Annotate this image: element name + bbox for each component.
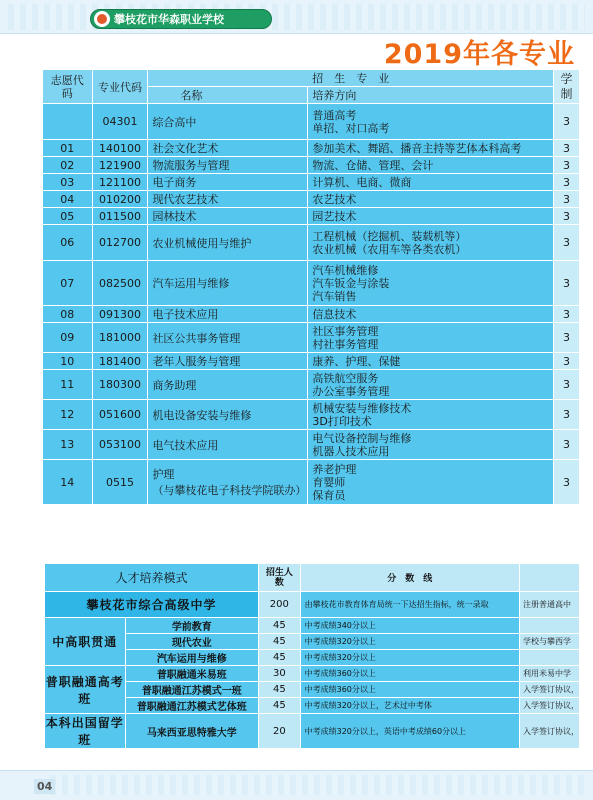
major-row <box>43 323 580 353</box>
major-code: 140100 <box>92 140 148 157</box>
direction-line: 3D打印技术 <box>312 414 372 428</box>
direction-line: 信息技术 <box>312 307 357 321</box>
direction-line: 社区事务管理 <box>312 324 379 338</box>
mode-row <box>45 650 580 666</box>
major-code: 04301 <box>92 104 148 140</box>
direction-line: 保育员 <box>312 488 346 502</box>
major-name <box>148 140 308 157</box>
mode-subitem: 普职融通米易班 <box>125 666 258 682</box>
major-row <box>43 306 580 323</box>
years: 3 <box>554 104 580 140</box>
years: 3 <box>554 225 580 261</box>
training-direction <box>308 140 554 157</box>
mode-note <box>519 618 579 634</box>
major-name <box>148 104 308 140</box>
major-row <box>43 157 580 174</box>
volunteer-code: 11 <box>43 370 93 400</box>
major-name <box>148 157 308 174</box>
mode-note: 学校与攀西学 <box>519 634 579 650</box>
major-name-text: 机电设备安装与维修 <box>152 408 252 422</box>
volunteer-code: 07 <box>43 261 93 306</box>
direction-line: 办公室事务管理 <box>312 384 390 398</box>
mode-row <box>45 666 580 682</box>
school-emblem-icon <box>94 11 110 27</box>
direction-line: 汽车机械维修 <box>312 263 379 277</box>
mode-note <box>519 650 579 666</box>
major-name <box>148 225 308 261</box>
mode-title: 中高职贯通 <box>45 618 126 666</box>
major-code: 121100 <box>92 174 148 191</box>
mode-title: 攀枝花市综合高级中学 <box>45 592 259 618</box>
training-direction <box>308 157 554 174</box>
training-direction <box>308 191 554 208</box>
score-line: 由攀枝花市教育体育局统一下达招生指标，统一录取 <box>300 592 519 618</box>
volunteer-code: 01 <box>43 140 93 157</box>
years: 3 <box>554 353 580 370</box>
major-row <box>43 460 580 505</box>
header-volunteer-code: 志愿代码 <box>43 70 93 104</box>
direction-line: 村社事务管理 <box>312 337 379 351</box>
mode-title: 普职融通高考班 <box>45 666 126 714</box>
major-name-text: 电子商务 <box>152 176 197 189</box>
major-name-text: 电子技术应用 <box>152 308 219 321</box>
enroll-count: 20 <box>259 714 301 749</box>
mode-subitem: 普职融通江苏模式艺体班 <box>125 698 258 714</box>
direction-line: 育婴师 <box>312 475 346 489</box>
volunteer-code: 03 <box>43 174 93 191</box>
header-score-line: 分 数 线 <box>300 564 519 592</box>
major-name-text: 老年人服务与管理 <box>152 355 241 368</box>
direction-line: 养老护理 <box>312 462 357 476</box>
major-code: 091300 <box>92 306 148 323</box>
direction-line: 高铁航空服务 <box>312 371 379 385</box>
score-line: 中考成绩340分以上 <box>300 618 519 634</box>
direction-line: 单招、对口高考 <box>312 121 390 135</box>
volunteer-code: 12 <box>43 400 93 430</box>
years: 3 <box>554 191 580 208</box>
years: 3 <box>554 430 580 460</box>
header-training-mode: 人才培养模式 <box>45 564 259 592</box>
major-name-text: 社区公共事务管理 <box>152 331 241 345</box>
major-code: 011500 <box>92 208 148 225</box>
major-name <box>148 306 308 323</box>
bottom-pattern <box>50 775 585 795</box>
volunteer-code: 02 <box>43 157 93 174</box>
major-code: 010200 <box>92 191 148 208</box>
direction-line: 汽车钣金与涂装 <box>312 276 390 290</box>
training-direction <box>308 104 554 140</box>
training-direction <box>308 208 554 225</box>
major-code: 053100 <box>92 430 148 460</box>
major-name-text: 综合高中 <box>152 115 197 129</box>
major-code: 051600 <box>92 400 148 430</box>
major-row <box>43 353 580 370</box>
major-name <box>148 430 308 460</box>
enroll-count: 45 <box>259 650 301 666</box>
direction-line: 机器人技术应用 <box>312 444 390 458</box>
direction-line: 电气设备控制与维修 <box>312 431 412 445</box>
major-name-text: 物流服务与管理 <box>152 159 230 172</box>
enroll-count: 45 <box>259 682 301 698</box>
training-direction <box>308 306 554 323</box>
major-code: 0515 <box>92 460 148 505</box>
years: 3 <box>554 157 580 174</box>
major-code: 121900 <box>92 157 148 174</box>
major-name <box>148 370 308 400</box>
bottom-decorative-band <box>0 770 593 800</box>
major-name-text: 社会文化艺术 <box>152 142 219 155</box>
school-name: 攀枝花市华森职业学校 <box>114 13 224 26</box>
header-major-code: 专业代码 <box>92 70 148 104</box>
mode-subitem: 普职融通江苏模式一班 <box>125 682 258 698</box>
training-direction <box>308 261 554 306</box>
training-direction <box>308 430 554 460</box>
direction-line: 物流、仓储、管理、会计 <box>312 158 434 172</box>
years: 3 <box>554 460 580 505</box>
years: 3 <box>554 400 580 430</box>
school-logo-badge <box>90 9 272 29</box>
direction-line: 汽车销售 <box>312 289 357 303</box>
major-name <box>148 460 308 505</box>
direction-line: 参加美术、舞蹈、播音主持等艺体本科高考 <box>312 141 522 155</box>
direction-line: 普通高考 <box>312 108 357 122</box>
header-name: 名称 <box>148 87 308 104</box>
score-line: 中考成绩360分以上 <box>300 666 519 682</box>
majors-table <box>42 69 580 505</box>
header-enroll-major: 招 生 专 业 <box>148 70 554 87</box>
volunteer-code: 10 <box>43 353 93 370</box>
top-decorative-band <box>0 0 593 34</box>
direction-line: 园艺技术 <box>312 209 357 223</box>
major-row <box>43 174 580 191</box>
major-code: 180300 <box>92 370 148 400</box>
mode-subitem: 学前教育 <box>125 618 258 634</box>
major-row <box>43 400 580 430</box>
major-code: 181400 <box>92 353 148 370</box>
major-row <box>43 225 580 261</box>
major-code: 082500 <box>92 261 148 306</box>
volunteer-code: 05 <box>43 208 93 225</box>
training-direction <box>308 460 554 505</box>
training-mode-table <box>44 563 580 749</box>
mode-row <box>45 634 580 650</box>
mode-row <box>45 618 580 634</box>
years: 3 <box>554 140 580 157</box>
major-name-text: 汽车运用与维修 <box>152 277 230 290</box>
major-name <box>148 208 308 225</box>
training-direction <box>308 174 554 191</box>
major-name-text: 电气技术应用 <box>152 438 219 452</box>
volunteer-code: 13 <box>43 430 93 460</box>
direction-line: 机械安装与维修技术 <box>312 401 412 415</box>
training-direction <box>308 323 554 353</box>
score-line: 中考成绩320分以上，英语中考成绩60分以上 <box>300 714 519 749</box>
major-row <box>43 208 580 225</box>
years: 3 <box>554 174 580 191</box>
major-name <box>148 174 308 191</box>
mode-subitem: 马来西亚思特雅大学 <box>125 714 258 749</box>
mode-row <box>45 682 580 698</box>
training-direction <box>308 225 554 261</box>
volunteer-code: 14 <box>43 460 93 505</box>
major-name <box>148 323 308 353</box>
direction-line: 康养、护理、保健 <box>312 354 401 368</box>
enroll-count: 45 <box>259 618 301 634</box>
major-code: 181000 <box>92 323 148 353</box>
header-direction: 培养方向 <box>308 87 554 104</box>
mode-row <box>45 592 580 618</box>
mode-row <box>45 698 580 714</box>
enroll-count: 30 <box>259 666 301 682</box>
enroll-count: 45 <box>259 634 301 650</box>
major-name-text: 商务助理 <box>152 378 197 392</box>
major-code: 012700 <box>92 225 148 261</box>
major-row <box>43 191 580 208</box>
volunteer-code: 04 <box>43 191 93 208</box>
direction-line: 农艺技术 <box>312 192 357 206</box>
major-row <box>43 430 580 460</box>
mode-subitem: 汽车运用与维修 <box>125 650 258 666</box>
page-title: 2019年各专业 <box>383 39 575 70</box>
header-years: 学制 <box>554 70 580 104</box>
years: 3 <box>554 323 580 353</box>
mode-note: 入学签订协议， <box>519 682 579 698</box>
direction-line: 工程机械（挖掘机、装载机等） <box>312 229 467 243</box>
enroll-count: 45 <box>259 698 301 714</box>
mode-title: 本科出国留学班 <box>45 714 126 749</box>
mode-note: 入学签订协议， <box>519 714 579 749</box>
major-name <box>148 261 308 306</box>
score-line: 中考成绩320分以上，艺术过中考体 <box>300 698 519 714</box>
page-number: 04 <box>34 779 55 794</box>
direction-line: 计算机、电商、微商 <box>312 175 412 189</box>
major-row <box>43 140 580 157</box>
training-direction <box>308 370 554 400</box>
major-name <box>148 400 308 430</box>
major-name <box>148 353 308 370</box>
major-name <box>148 191 308 208</box>
major-name-sub: （与攀枝花电子科技学院联办） <box>152 484 307 497</box>
years: 3 <box>554 261 580 306</box>
major-name-text: 护理 <box>152 468 175 481</box>
years: 3 <box>554 370 580 400</box>
training-direction <box>308 400 554 430</box>
mode-note: 注册普通高中 <box>519 592 579 618</box>
header-enroll-count: 招生人数 <box>259 564 301 592</box>
training-direction <box>308 353 554 370</box>
mode-subitem: 现代农业 <box>125 634 258 650</box>
mode-note: 入学签订协议， <box>519 698 579 714</box>
major-name-text: 现代农艺技术 <box>152 193 219 206</box>
major-row <box>43 261 580 306</box>
volunteer-code: 08 <box>43 306 93 323</box>
direction-line: 农业机械（农用车等各类农机） <box>312 242 467 256</box>
volunteer-code: 06 <box>43 225 93 261</box>
enroll-count: 200 <box>259 592 301 618</box>
major-name-text: 园林技术 <box>152 210 197 223</box>
header-note <box>519 564 579 592</box>
score-line: 中考成绩320分以上 <box>300 634 519 650</box>
score-line: 中考成绩360分以上 <box>300 682 519 698</box>
years: 3 <box>554 208 580 225</box>
score-line: 中考成绩320分以上 <box>300 650 519 666</box>
years: 3 <box>554 306 580 323</box>
major-name-text: 农业机械使用与维护 <box>152 236 252 250</box>
mode-note: 利用米易中学 <box>519 666 579 682</box>
volunteer-code <box>43 104 93 140</box>
major-row <box>43 104 580 140</box>
mode-row <box>45 714 580 749</box>
volunteer-code: 09 <box>43 323 93 353</box>
major-row <box>43 370 580 400</box>
